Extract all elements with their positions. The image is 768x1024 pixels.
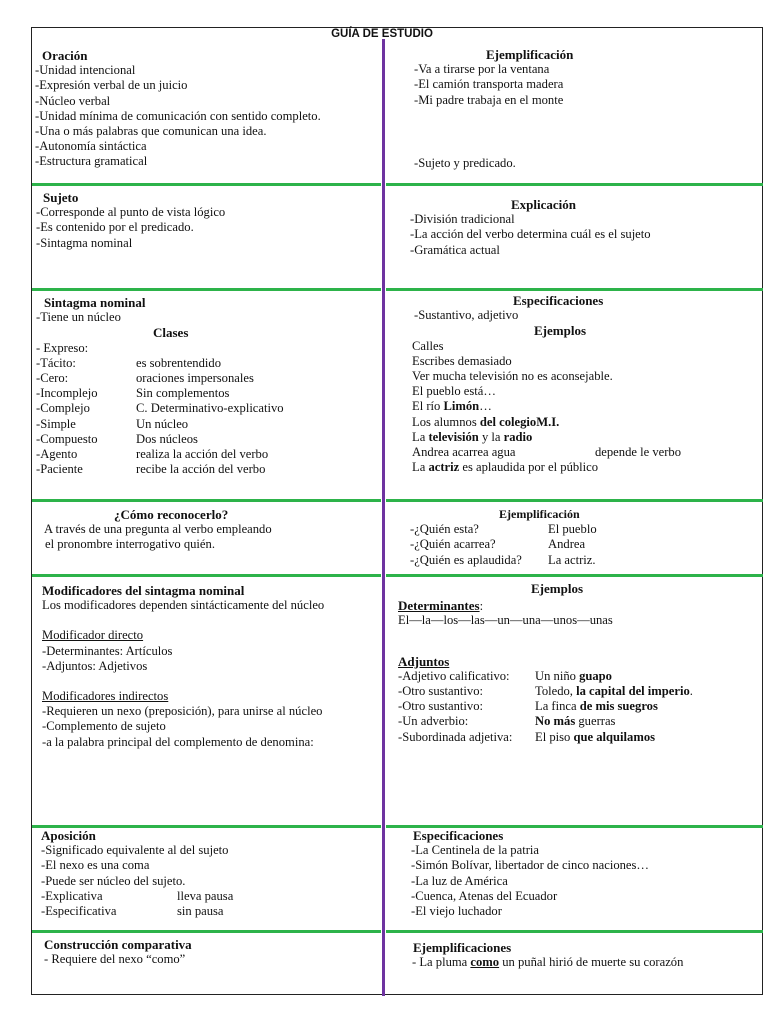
question-row xyxy=(410,537,586,552)
sujeto-predicado-text: -Sujeto y predicado. xyxy=(414,156,516,170)
text: y la xyxy=(478,429,504,444)
divider-2-right xyxy=(386,288,763,291)
spacer xyxy=(398,629,613,654)
question-row xyxy=(410,552,596,568)
aposicion-desc: sin pausa xyxy=(177,903,224,918)
list-item: -Requieren un nexo (preposición), para unirse al núcleo xyxy=(42,704,323,719)
answer: El pueblo xyxy=(548,522,597,537)
text: depende le verbo xyxy=(595,444,682,459)
bold-text: Limón xyxy=(443,399,480,414)
aposicion-block xyxy=(41,828,234,919)
text: guerras xyxy=(575,714,616,729)
como-reconocerlo-block xyxy=(44,507,272,553)
clase-name: -Agento xyxy=(36,446,78,461)
adjunto-type: -Adjetivo calificativo: xyxy=(398,668,510,683)
determinantes-line: El—la—los—las—un—una—unos—unas xyxy=(398,613,613,628)
list-item: -Expresión verbal de un juicio xyxy=(35,78,188,93)
text: : xyxy=(479,599,484,614)
example-line: El pueblo está… xyxy=(412,384,496,399)
modificadores-block xyxy=(42,583,324,750)
list-item: -La Centinela de la patria xyxy=(411,843,539,858)
determinantes-label-line xyxy=(398,598,613,613)
como-reconocerlo-heading: ¿Cómo reconocerlo? xyxy=(114,507,229,522)
list-item: -a la palabra principal del complemento de denomina: xyxy=(42,734,314,749)
spacer xyxy=(42,674,324,689)
aposicion-type: -Especificativa xyxy=(41,903,117,918)
ejemplificacion-2-block xyxy=(410,507,597,568)
list-item: -Estructura gramatical xyxy=(35,154,148,169)
clase-desc: es sobrentendido xyxy=(136,355,221,370)
ejemplificacion-heading: Ejemplificación xyxy=(499,507,580,521)
divider-1-right xyxy=(386,183,763,186)
list-item: -Es contenido por el predicado. xyxy=(36,220,194,235)
list-item: -El camión transporta madera xyxy=(414,77,564,92)
list-item: -Sustantivo, adjetivo xyxy=(414,308,519,323)
list-item: -Puede ser núcleo del sujeto. xyxy=(41,873,186,888)
bold-text: radio xyxy=(503,429,533,444)
list-item: -Una o más palabras que comunican una idea. xyxy=(35,123,267,138)
aposicion-type-row xyxy=(41,888,234,904)
especificaciones-heading: Especificaciones xyxy=(413,828,504,843)
adjunto-type: -Subordinada adjetiva: xyxy=(398,729,513,744)
clase-desc: Sin complementos xyxy=(136,386,230,401)
aposicion-heading: Aposición xyxy=(41,828,96,843)
clase-desc: C. Determinativo-explicativo xyxy=(136,401,284,416)
especificaciones-block xyxy=(412,293,682,475)
list-item: -Autonomía sintáctica xyxy=(35,139,147,154)
text: … xyxy=(479,399,492,414)
list-item: -Cuenca, Atenas del Ecuador xyxy=(411,888,558,903)
clase-row xyxy=(36,370,254,386)
list-item: -El viejo luchador xyxy=(411,903,502,918)
answer: Andrea xyxy=(548,537,586,552)
example-line xyxy=(412,444,682,460)
bold-text: guapo xyxy=(579,668,612,683)
adjunto-row xyxy=(398,699,658,714)
clase-name: -Cero: xyxy=(36,370,69,385)
ejemplificacion-heading: Ejemplificación xyxy=(486,47,574,62)
text: Los alumnos xyxy=(412,414,480,429)
bold-text: televisión xyxy=(428,429,479,444)
list-item: el pronombre interrogativo quién. xyxy=(45,537,215,552)
text: un puñal hirió de muerte su corazón xyxy=(499,955,684,970)
ejemplificaciones-heading: Ejemplificaciones xyxy=(413,940,512,955)
list-item: -Unidad mínima de comunicación con sentido completo. xyxy=(35,108,321,123)
question: -¿Quién es aplaudida? xyxy=(410,552,522,567)
clase-row xyxy=(36,417,188,432)
clase-desc: oraciones impersonales xyxy=(136,370,254,385)
clase-row xyxy=(36,386,230,401)
adjunto-type: -Otro sustantivo: xyxy=(398,699,484,714)
list-item: -Núcleo verbal xyxy=(35,93,111,108)
list-item: -Complemento de sujeto xyxy=(42,719,166,734)
list-item: -Tiene un núcleo xyxy=(36,310,121,325)
example-line xyxy=(412,399,613,414)
construccion-comparativa-block xyxy=(44,937,192,967)
divider-2-left xyxy=(32,288,381,291)
bold-text: que alquilamos xyxy=(573,729,656,744)
list-item: -División tradicional xyxy=(410,212,515,227)
bold-text: de mis suegros xyxy=(579,699,658,714)
construccion-comparativa-heading: Construcción comparativa xyxy=(44,937,192,952)
explicacion-heading: Explicación xyxy=(511,197,577,212)
clase-name: -Incomplejo xyxy=(36,386,98,401)
adjunto-type: -Otro sustantivo: xyxy=(398,683,484,698)
text: El río xyxy=(412,399,444,414)
list-item: A través de una pregunta al verbo empleando xyxy=(44,522,272,537)
clase-name: -Compuesto xyxy=(36,431,98,446)
bold-text: como xyxy=(470,955,500,970)
clase-row xyxy=(36,341,188,356)
list-item: Los modificadores dependen sintácticamente del núcleo xyxy=(42,598,325,613)
bold-text: No más xyxy=(535,714,576,729)
list-item: -Va a tirarse por la ventana xyxy=(414,62,550,77)
list-item: -Determinantes: Artículos xyxy=(42,643,173,658)
list-item: -Significado equivalente al del sujeto xyxy=(41,843,229,858)
bold-text: actriz xyxy=(428,460,460,475)
bold-text: del colegio xyxy=(479,414,537,429)
spacer xyxy=(42,613,324,628)
bold-text: la capital del imperio xyxy=(576,683,690,698)
clase-name: -Complejo xyxy=(36,401,90,416)
especificaciones-aposicion-block xyxy=(411,828,649,919)
oracion-examples-block xyxy=(414,47,573,108)
adjunto-row xyxy=(398,729,656,745)
adjunto-type: -Un adverbio: xyxy=(398,714,469,729)
example-line xyxy=(412,460,613,475)
list-item: -El nexo es una coma xyxy=(41,858,150,873)
sintagma-nominal-heading: Sintagma nominal xyxy=(44,295,146,310)
example-line: Escribes demasiado xyxy=(412,353,512,368)
list-item: -Mi padre trabaja en el monte xyxy=(414,92,564,107)
text: Toledo, xyxy=(535,683,577,698)
clase-name: -Tácito: xyxy=(36,355,76,370)
clase-name: -Simple xyxy=(36,416,76,431)
text: La finca xyxy=(535,699,580,714)
adjunto-row xyxy=(398,714,616,729)
aposicion-desc: lleva pausa xyxy=(177,888,234,903)
ejemplificaciones-block xyxy=(412,940,683,970)
divider-3-left xyxy=(32,499,381,502)
ejemplos-modificadores-block xyxy=(398,581,693,745)
text: Andrea acarrea agua xyxy=(412,444,516,459)
clase-row xyxy=(36,355,221,371)
list-item: -Sintagma nominal xyxy=(36,235,133,250)
example-line xyxy=(412,430,613,445)
explicacion-block xyxy=(410,197,651,258)
clase-desc: Dos núcleos xyxy=(136,431,198,446)
example-line xyxy=(412,955,683,970)
clase-desc: realiza la acción del verbo xyxy=(136,446,269,461)
oracion-heading: Oración xyxy=(42,48,88,63)
divider-3-right xyxy=(386,499,763,502)
question-row xyxy=(410,522,597,537)
answer: La actriz. xyxy=(548,552,596,567)
sujeto-heading: Sujeto xyxy=(43,190,79,205)
text: La xyxy=(412,460,429,475)
example-line: Calles xyxy=(412,338,444,353)
determinantes-label: Determinantes xyxy=(398,598,480,614)
clase-name: -Paciente xyxy=(36,462,83,477)
clase-row xyxy=(36,431,198,447)
example-line: Ver mucha televisión no es aconsejable. xyxy=(412,368,613,383)
aposicion-type-row xyxy=(41,904,228,919)
divider-6-left xyxy=(32,930,381,933)
list-item: -La luz de América xyxy=(411,873,508,888)
text: El piso xyxy=(535,729,574,744)
ejemplos-heading: Ejemplos xyxy=(534,323,586,339)
divider-1-left xyxy=(32,183,381,186)
modificador-directo-heading: Modificador directo xyxy=(42,628,144,643)
vertical-divider xyxy=(382,39,385,996)
clase-desc: recibe la acción del verbo xyxy=(136,462,266,477)
clase-desc: Un núcleo xyxy=(136,416,189,431)
bold-text: M.I. xyxy=(536,414,560,429)
ejemplos-heading: Ejemplos xyxy=(531,581,583,596)
list-item: -La acción del verbo determina cuál es el sujeto xyxy=(410,227,651,242)
adjunto-row xyxy=(398,683,693,699)
clases-heading: Clases xyxy=(153,325,189,341)
text: - La pluma xyxy=(412,955,471,970)
text: Un niño xyxy=(535,668,580,683)
divider-6-right xyxy=(386,930,763,933)
especificaciones-heading: Especificaciones xyxy=(513,293,604,308)
question: -¿Quién esta? xyxy=(410,522,479,537)
divider-4-left xyxy=(32,574,381,577)
list-item: -Unidad intencional xyxy=(35,63,136,78)
modificadores-indirectos-heading: Modificadores indirectos xyxy=(42,688,169,703)
example-line xyxy=(412,415,613,430)
list-item: -Adjuntos: Adjetivos xyxy=(42,658,148,673)
page-title: GUÍA DE ESTUDIO xyxy=(331,28,433,40)
modificadores-heading: Modificadores del sintagma nominal xyxy=(42,583,245,598)
list-item: -Gramática actual xyxy=(410,242,500,257)
list-item: - Requiere del nexo “como” xyxy=(44,952,186,967)
text: es aplaudida por el público xyxy=(459,460,599,475)
aposicion-type: -Explicativa xyxy=(41,888,103,903)
text: La xyxy=(412,429,429,444)
sintagma-nominal-block xyxy=(36,295,284,477)
adjuntos-heading: Adjuntos xyxy=(398,653,450,669)
clase-row xyxy=(36,462,266,477)
oracion-block xyxy=(35,48,321,170)
clase-row xyxy=(36,401,284,416)
adjunto-row xyxy=(398,669,613,684)
list-item: -Simón Bolívar, libertador de cinco naciones… xyxy=(411,858,650,873)
divider-4-right xyxy=(386,574,763,577)
sujeto-block xyxy=(36,190,225,251)
clase-name: - Expreso: xyxy=(36,340,89,355)
text: . xyxy=(689,683,693,698)
question: -¿Quién acarrea? xyxy=(410,537,496,552)
clase-row xyxy=(36,446,269,462)
list-item: -Corresponde al punto de vista lógico xyxy=(36,205,226,220)
